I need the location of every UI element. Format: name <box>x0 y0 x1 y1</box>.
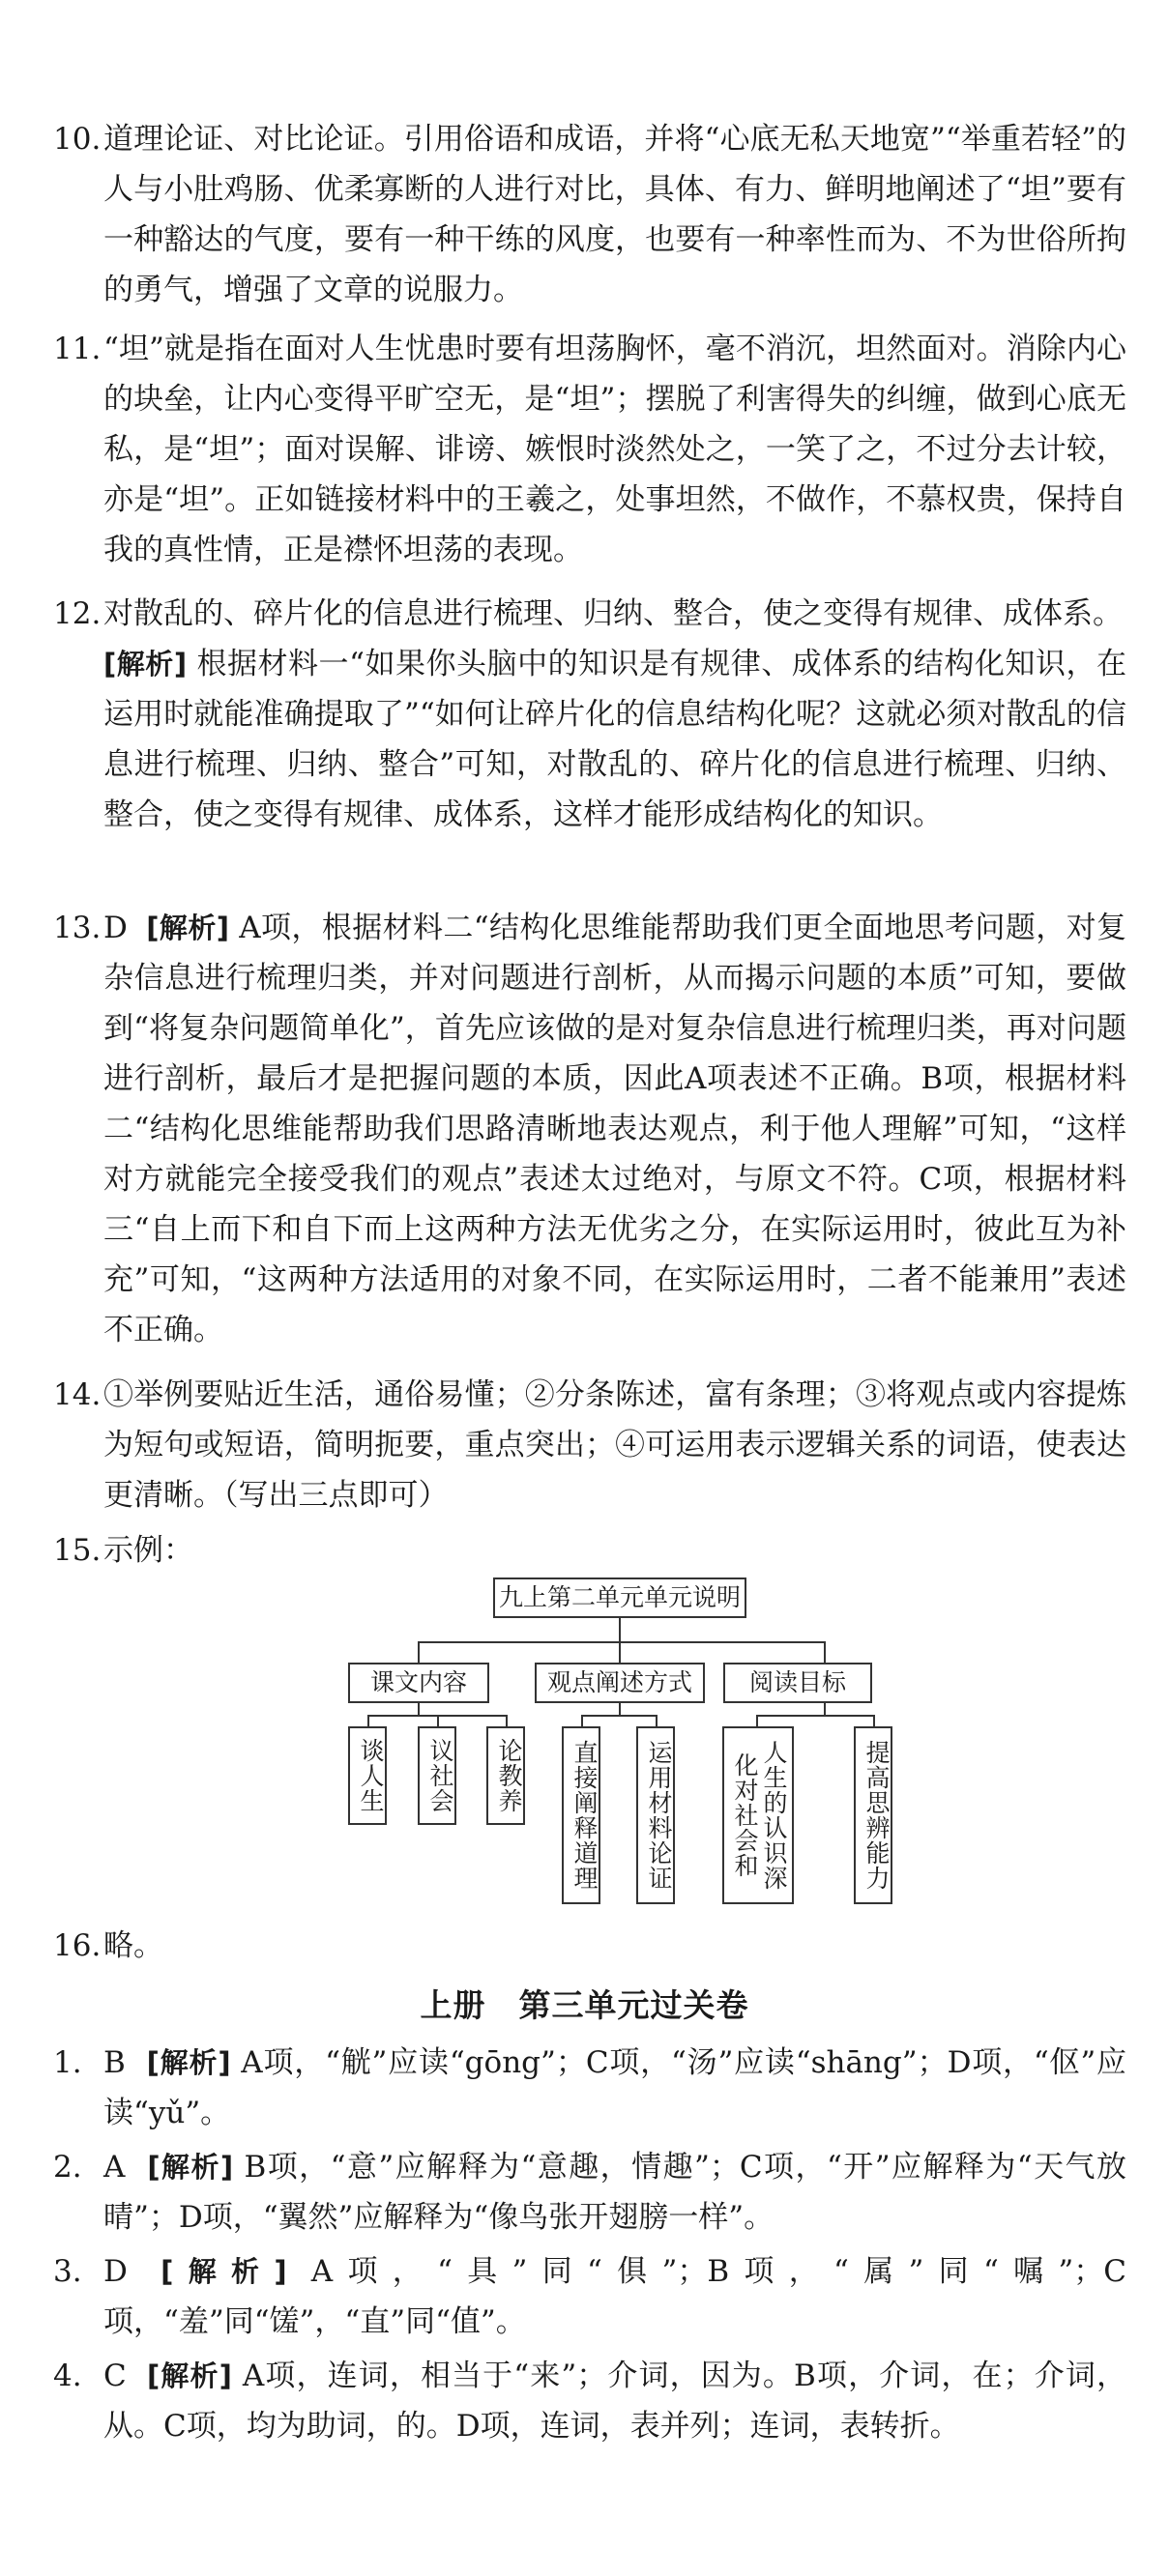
connector <box>824 1641 826 1663</box>
section-title: 上册 第三单元过关卷 <box>420 1986 749 2024</box>
diagram-root: 九上第二单元单元说明 <box>493 1577 746 1618</box>
connector <box>756 1715 874 1717</box>
leaf-box: 议社会 <box>418 1726 456 1825</box>
analysis-text: A项，“具”同“俱”；B项，“属”同“嘱”；C项，“羞”同“馐”，“直”同“值”。 <box>103 2254 1127 2339</box>
analysis-text: A项，“觥”应读“gōng”；C项，“汤”应读“shāng”；D项，“伛”应读“yǔ”。 <box>103 2045 1126 2130</box>
item-text: 示例： <box>103 1533 193 1568</box>
section-item-4 <box>53 2351 1126 2451</box>
item-number: 1. <box>53 2045 82 2080</box>
branch-method: 观点阐述方式 <box>535 1663 705 1703</box>
leaf-box <box>722 1726 794 1904</box>
connector <box>367 1715 369 1726</box>
item-text: “坦”就是指在面对人生忧患时要有坦荡胸怀，毫不消沉，坦然面对。消除内心的块垒，让内心变得平旷空无，是“坦”；摆脱了利害得失的纠缠，做到心底无私，是“坦”；面对误解、诽谤、嫉恨时淡然处之，一笑了之，不过分去计较，亦是“坦”。正如链接材料中的王羲之，处事坦然，不做作，不慕权贵，保持自我的真性情，正是襟怀坦荡的表现。 <box>103 332 1126 567</box>
answer-item-10 <box>53 114 1126 315</box>
item-text: 略。 <box>103 1928 163 1963</box>
connector <box>418 1703 420 1715</box>
connector <box>824 1703 826 1715</box>
item-number: 14. <box>53 1377 102 1412</box>
section-item-1 <box>53 2038 1126 2138</box>
item-text: 道理论证、对比论证。引用俗语和成语，并将“心底无私天地宽”“举重若轻”的人与小肚鸡肠、优柔寡断的人进行对比，具体、有力、鲜明地阐述了“坦”要有一种豁达的气度，要有一种干练的风度，也要有一种率性而为、不为世俗所拘的勇气，增强了文章的说服力。 <box>103 122 1126 307</box>
structure-diagram <box>348 1577 890 1906</box>
section-item-2 <box>53 2142 1126 2243</box>
connector <box>619 1618 621 1642</box>
analysis-tag: [解析] <box>147 2151 234 2184</box>
analysis-tag: [解析] <box>161 2255 287 2288</box>
answer-item-11 <box>53 324 1126 575</box>
leaf-box: 论教养 <box>486 1726 525 1825</box>
item-number: 4. <box>53 2359 82 2393</box>
item-number: 16. <box>53 1928 102 1963</box>
item-number: 2. <box>53 2150 82 2185</box>
analysis-text: B项，“意”应解释为“意趣，情趣”；C项，“开”应解释为“天气放晴”；D项，“翼然”应解释为“像鸟张开翅膀一样”。 <box>103 2150 1127 2235</box>
item-number: 13. <box>53 911 102 945</box>
branch-goal: 阅读目标 <box>723 1663 872 1703</box>
leaf-line: 深化对社会和 <box>731 1752 788 1891</box>
connector <box>619 1703 621 1715</box>
leaf-box: 提高思辨能力 <box>854 1726 892 1904</box>
connector <box>418 1641 824 1643</box>
leaf-box: 运用材料论证 <box>636 1726 675 1904</box>
item-number: 3. <box>53 2254 82 2289</box>
answer-item-15 <box>53 1525 1126 1576</box>
connector <box>418 1641 420 1663</box>
analysis-text: 根据材料一“如果你头脑中的知识是有规律、成体系的结构化知识，在运用时就能准确提取了”“如何让碎片化的信息结构化呢？这就必须对散乱的信息进行梳理、归纳、整合”可知，对散乱的、碎片化的信息进行梳理、归纳、整合，使之变得有规律、成体系，这样才能形成结构化的知识。 <box>103 647 1126 832</box>
analysis-tag: [解析] <box>146 912 229 944</box>
connector <box>656 1715 658 1726</box>
answer-item-12 <box>53 589 1126 840</box>
connector <box>506 1715 508 1726</box>
item-text: 对散乱的、碎片化的信息进行梳理、归纳、整合，使之变得有规律、成体系。 <box>103 596 1123 631</box>
connector <box>581 1715 657 1717</box>
connector <box>619 1641 621 1663</box>
item-number: 11. <box>53 332 102 366</box>
item-number: 12. <box>53 596 102 631</box>
analysis-tag: [解析] <box>146 2359 232 2392</box>
connector <box>873 1715 875 1726</box>
connector <box>756 1715 758 1726</box>
answer-choice: C <box>103 2359 127 2393</box>
item-number: 15. <box>53 1533 102 1568</box>
answer-item-14 <box>53 1370 1126 1520</box>
leaf-box: 谈人生 <box>348 1726 387 1825</box>
analysis-tag: [解析] <box>103 648 188 680</box>
leaf-line: 人生的认识 <box>760 1740 788 1866</box>
answer-choice: D <box>103 2254 128 2289</box>
analysis-tag: [解析] <box>146 2046 231 2079</box>
answer-item-13 <box>53 903 1126 1355</box>
section-item-3 <box>53 2246 1126 2347</box>
answer-item-16 <box>53 1921 1126 1971</box>
leaf-box: 直接阐释道理 <box>562 1726 600 1904</box>
answer-choice: A <box>103 2150 126 2185</box>
analysis-text: A项，连词，相当于“来”；介词，因为。B项，介词，在；介词，从。C项，均为助词，的。D项，连词，表并列；连词，表转折。 <box>103 2359 1127 2444</box>
connector <box>437 1715 439 1726</box>
item-text: ①举例要贴近生活，通俗易懂；②分条陈述，富有条理；③将观点或内容提炼为短句或短语，简明扼要，重点突出；④可运用表示逻辑关系的词语，使表达更清晰。（写出三点即可） <box>103 1377 1126 1513</box>
branch-content: 课文内容 <box>348 1663 489 1703</box>
answer-choice: B <box>103 2045 126 2080</box>
item-number: 10. <box>53 122 102 157</box>
connector <box>581 1715 583 1726</box>
analysis-text: A项，根据材料二“结构化思维能帮助我们更全面地思考问题，对复杂信息进行梳理归类，并对问题进行剖析，从而揭示问题的本质”可知，要做到“将复杂问题简单化”，首先应该做的是对复杂信息进行梳理归类，再对问题进行剖析，最后才是把握问题的本质，因此A项表述不正确。B项，根据材料二“结构化思维能帮助我们思路清晰地表达观点，利于他人理解”可知，“这样对方就能完全接受我们的观点”表述太过绝对，与原文不符。C项，根据材料三“自上而下和自下而上这两种方法无优劣之分，在实际运用时，彼此互为补充”可知，“这两种方法适用的对象不同，在实际运用时，二者不能兼用”表述不正确。 <box>103 911 1127 1347</box>
answer-choice: D <box>103 911 128 945</box>
